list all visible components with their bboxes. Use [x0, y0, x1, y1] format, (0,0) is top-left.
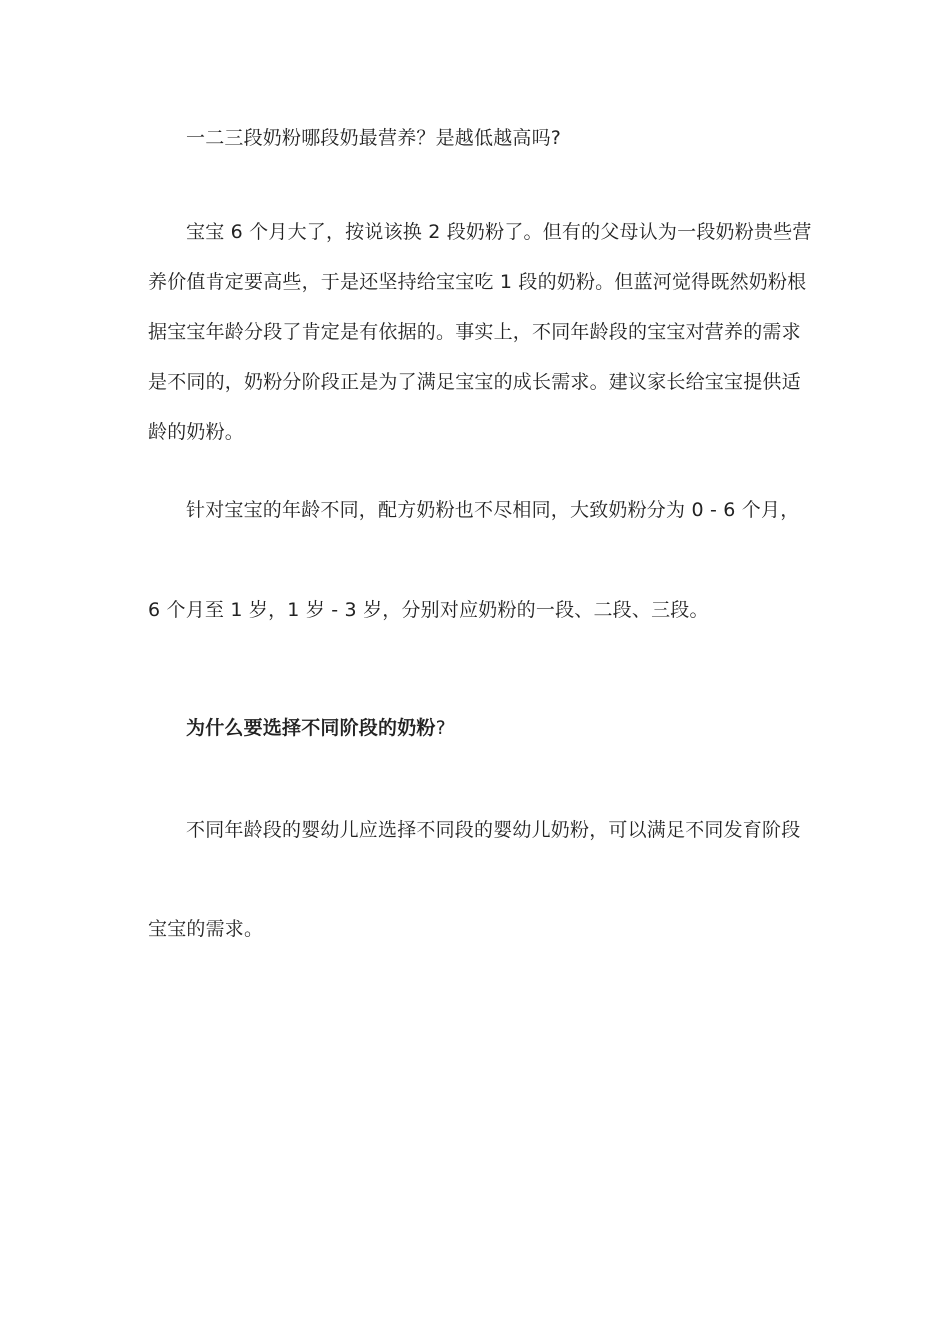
document-title: 一二三段奶粉哪段奶最营养？是越低越高吗?: [186, 127, 562, 149]
paragraph-3-line-1: 不同年龄段的婴幼儿应选择不同段的婴幼儿奶粉，可以满足不同发育阶段: [186, 819, 801, 841]
section-heading-suffix: ?: [435, 717, 446, 739]
paragraph-1-line-5: 龄的奶粉。: [148, 421, 245, 443]
paragraph-1-line-3: 据宝宝年龄分段了肯定是有依据的。事实上，不同年龄段的宝宝对营养的需求: [148, 321, 801, 343]
section-heading-text: 为什么要选择不同阶段的奶粉: [186, 717, 436, 739]
paragraph-1-line-2: 养价值肯定要高些，于是还坚持给宝宝吃 1 段的奶粉。但蓝河觉得既然奶粉根: [148, 271, 807, 293]
paragraph-2-line-1: 针对宝宝的年龄不同，配方奶粉也不尽相同，大致奶粉分为 0 - 6 个月，: [186, 499, 800, 521]
paragraph-2-line-2: 6 个月至 1 岁，1 岁 - 3 岁，分别对应奶粉的一段、二段、三段。: [148, 599, 709, 621]
paragraph-1-line-4: 是不同的，奶粉分阶段正是为了满足宝宝的成长需求。建议家长给宝宝提供适: [148, 371, 801, 393]
paragraph-1-line-1: 宝宝 6 个月大了，按说该换 2 段奶粉了。但有的父母认为一段奶粉贵些营: [186, 221, 812, 243]
paragraph-3-line-2: 宝宝的需求。: [148, 918, 264, 940]
section-heading: [186, 716, 808, 740]
